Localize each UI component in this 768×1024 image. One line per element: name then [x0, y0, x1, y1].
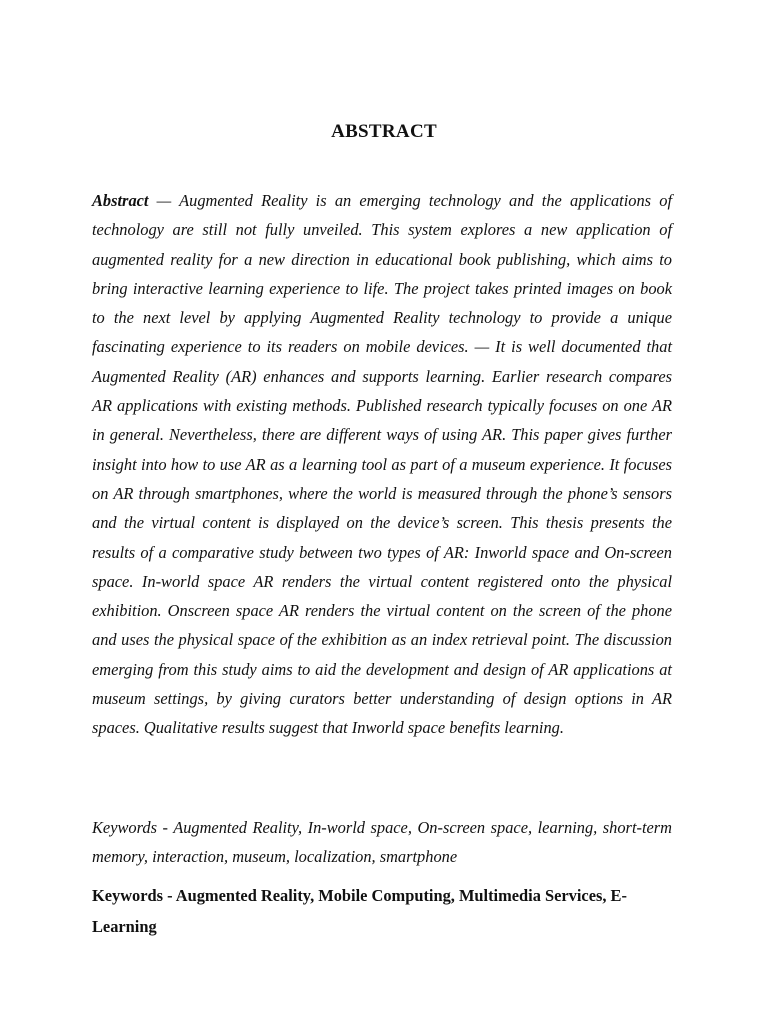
keywords-italic: Keywords - Augmented Reality, In-world space, On-screen space, learning, short-term memory, interaction, museum, localization, smartphone: [92, 818, 672, 867]
abstract-body: — Augmented Reality is an emerging technology and the applications of technology are still not fully unveiled. This system explores a new application of augmented reality for a new direction in educational book publishing, which aims to bring interactive learning experience to life. The project takes printed images on book to the next level by applying Augmented Reality technology to provide a unique fascinating experience to its readers on mobile devices. — It is well documented that Augmented Reality (AR) enhances and supports learning. Earlier research compares AR applications with existing methods. Published research typically focuses on one AR in general. Nevertheless, there are different ways of using AR. This paper gives further insight into how to use AR as a learning tool as part of a museum experience. It focuses on AR through smartphones, where the world is measured through the phone’s sensors and the virtual content is displayed on the device’s screen. This thesis presents the results of a comparative study between two types of AR: Inworld space and On-screen space. In-world space AR renders the virtual content registered onto the physical exhibition. Onscreen space AR renders the virtual content on the screen of the phone and uses the physical space of the exhibition as an index retrieval point. The discussion emerging from this study aims to aid the development and design of AR applications at museum settings, by giving curators better understanding of design options in AR spaces. Qualitative results suggest that Inworld space benefits learning.: [92, 191, 672, 738]
keywords-bold: Keywords - Augmented Reality, Mobile Computing, Multimedia Services, E-Learning: [92, 886, 627, 936]
abstract-paragraph: [92, 186, 672, 743]
page-title: ABSTRACT: [331, 121, 437, 142]
abstract-lead: Abstract: [92, 191, 149, 210]
